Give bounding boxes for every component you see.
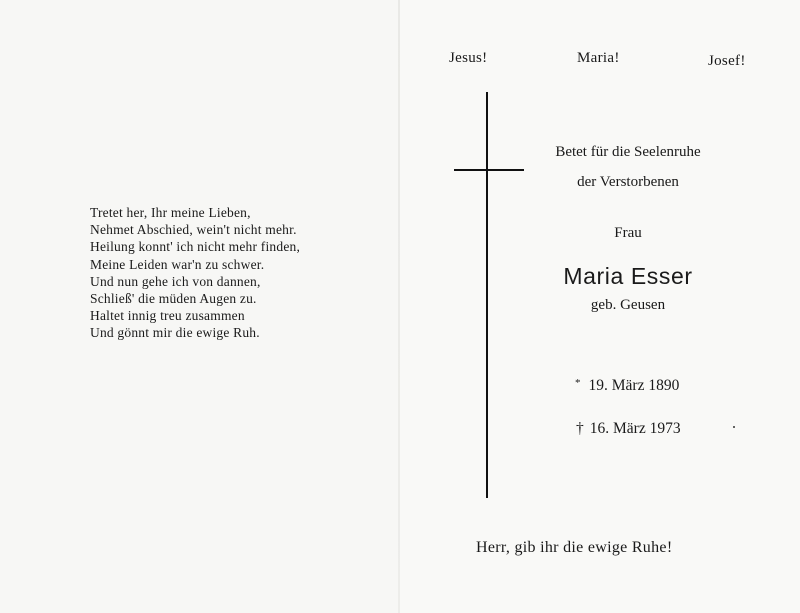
cross-icon-vertical (486, 92, 488, 498)
invocation-josef: Josef! (708, 53, 746, 69)
death-date: 16. März 1973 (589, 420, 681, 437)
prayer-line-1: Betet für die Seelenruhe (555, 144, 701, 160)
honorific-title: Frau (614, 225, 642, 241)
prayer-line-2: der Verstorbenen (577, 174, 679, 190)
poem-line: Heilung konnt' ich nicht mehr finden, (90, 239, 301, 255)
poem-line: Meine Leiden war'n zu schwer. (90, 256, 265, 272)
invocation-jesus: Jesus! (449, 50, 488, 66)
cross-icon-horizontal (454, 169, 524, 171)
poem-line: Schließ' die müden Augen zu. (90, 291, 257, 307)
invocation-maria: Maria! (577, 50, 620, 66)
poem-line: Und nun gehe ich von dannen, (90, 273, 261, 289)
closing-prayer: Herr, gib ihr die ewige Ruhe! (476, 539, 673, 556)
deceased-name: Maria Esser (563, 263, 693, 289)
birth-date: 19. März 1890 (588, 377, 680, 394)
maiden-name: geb. Geusen (590, 297, 666, 313)
fold-line (398, 0, 400, 613)
birth-date-row (575, 377, 679, 395)
death-date-row (576, 420, 681, 438)
death-cross-icon: † (576, 420, 584, 437)
poem-line: Haltet innig treu zusammen (90, 308, 245, 324)
poem-line: Tretet her, Ihr meine Lieben, (90, 205, 251, 220)
poem-line: Nehmet Abschied, wein't nicht mehr. (90, 222, 297, 238)
poem-line: Und gönnt mir die ewige Ruh. (90, 325, 260, 341)
birth-star-icon: * (575, 377, 581, 389)
print-speck (733, 426, 735, 428)
poem (90, 204, 300, 342)
